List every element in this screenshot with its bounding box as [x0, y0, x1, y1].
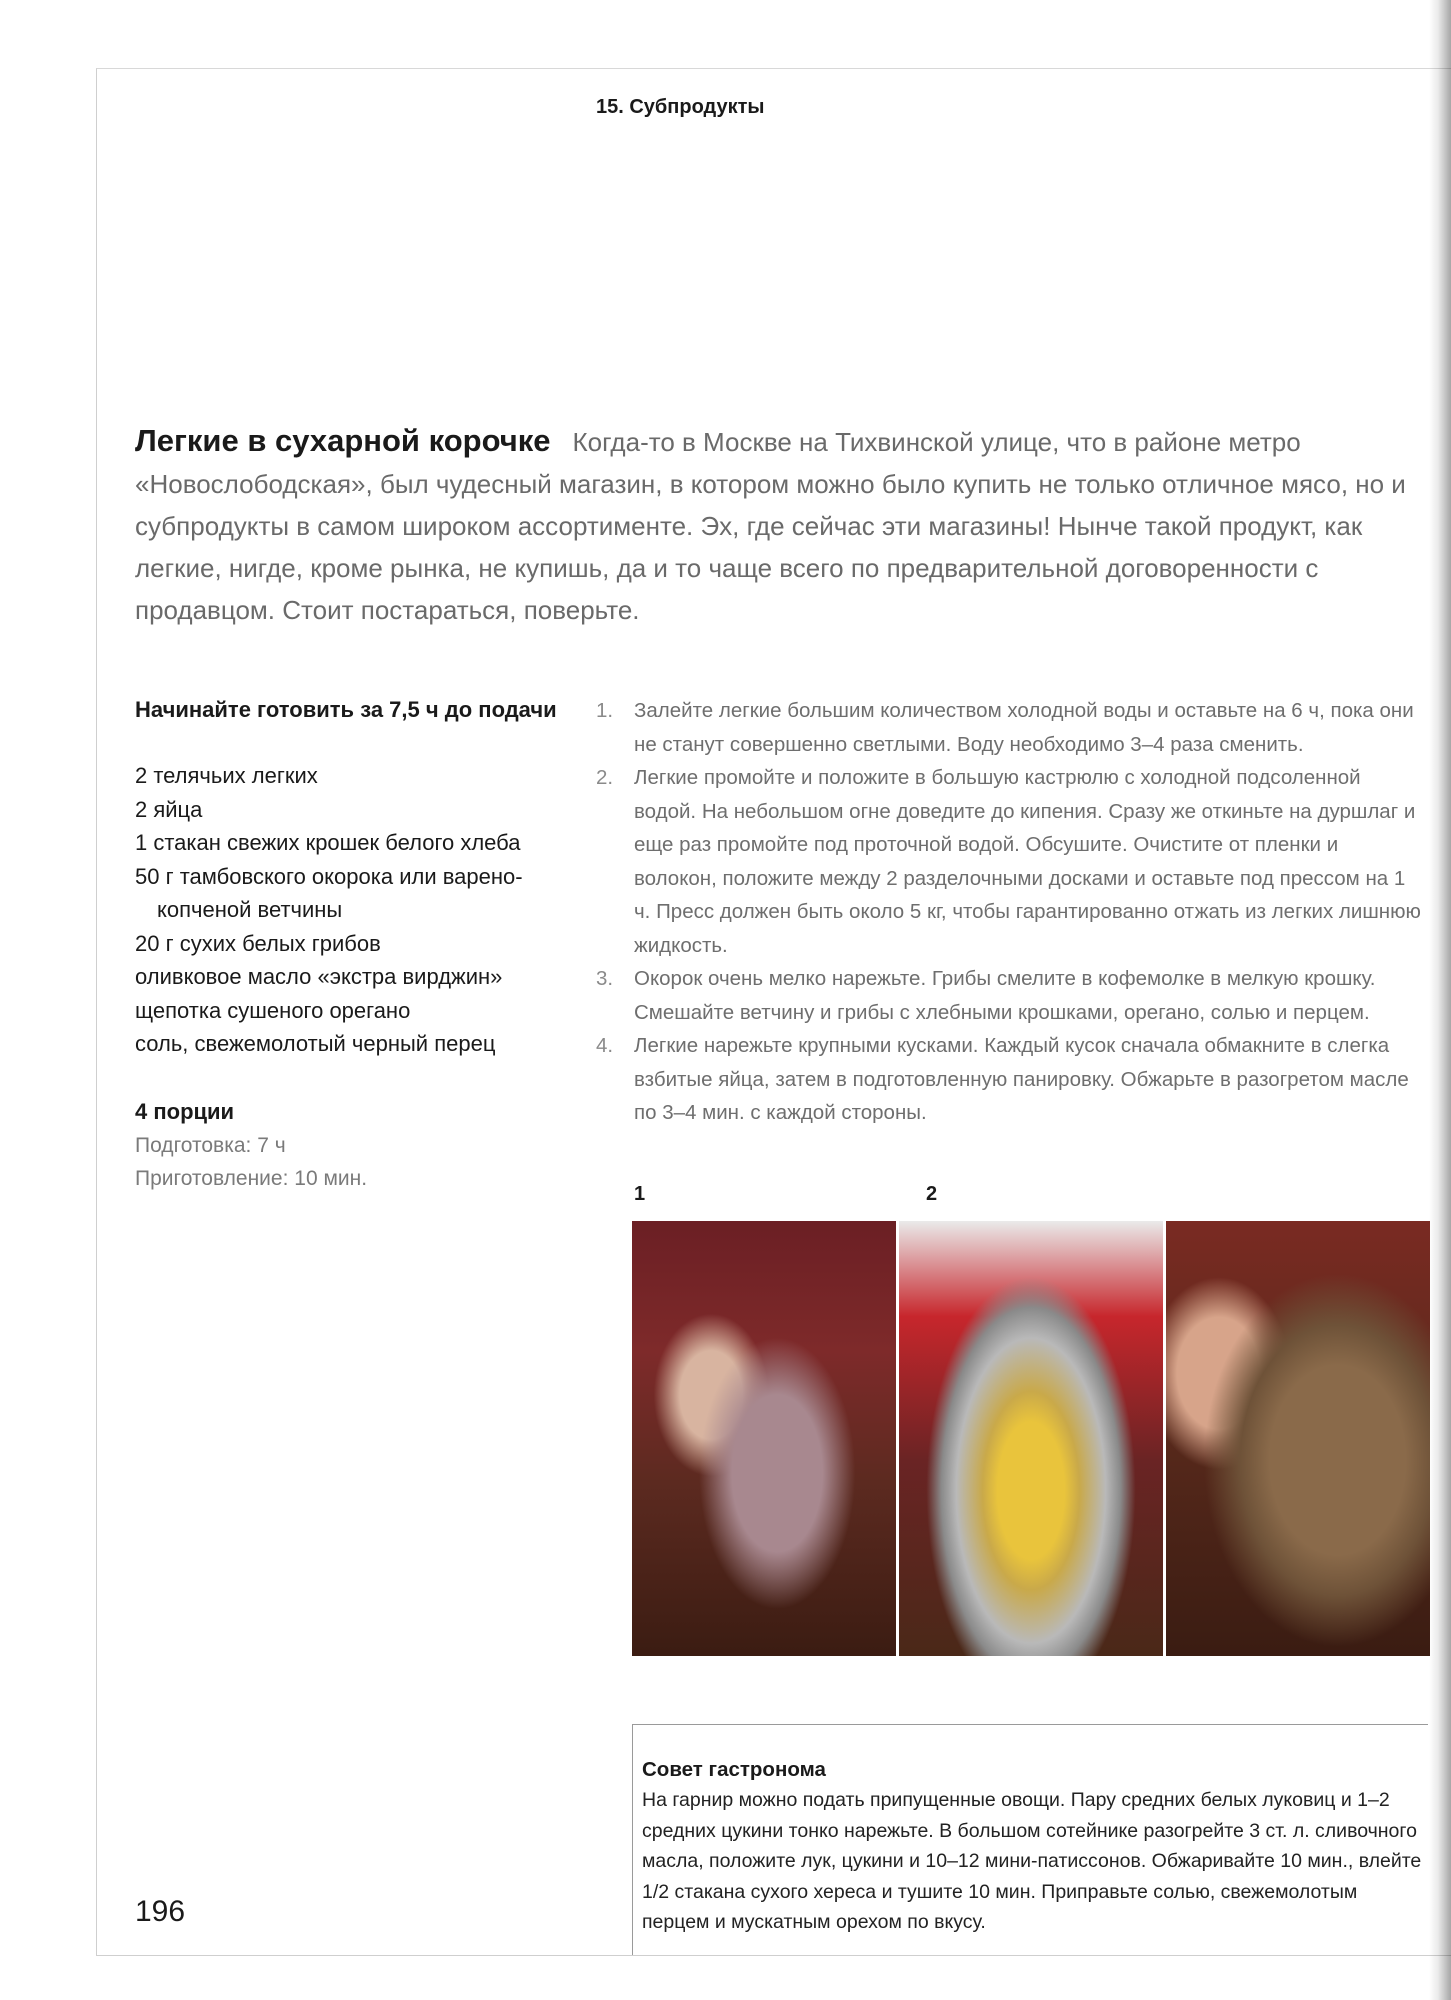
lead-time: Начинайте готовить за 7,5 ч до подачи [135, 697, 557, 722]
ingredient-item: 50 г тамбовского окорока или варено-копченой ветчины [135, 863, 523, 922]
step-text: Легкие промойте и положите в большую кастрюлю с холодной подсоленной водой. На небольшом огне доведите до кипения. Сразу же откиньте на дуршлаг и еще раз промойте под проточной водой. Обсушите. Очистите от пленки и волокон, положите между 2 разделочными досками и оставьте под прессом на 1 ч. Пресс должен быть около 5 кг, чтобы гарантированно отжать из легких лишнюю жидкость. [634, 766, 1421, 957]
ingredient-item: щепотка сушеного орегано [135, 997, 411, 1023]
photo-breading [1166, 1221, 1430, 1656]
photo-dipping-in-egg [899, 1221, 1163, 1656]
recipe-sidebar [135, 693, 575, 1195]
ingredient-list [135, 759, 575, 1061]
recipe-title: Легкие в сухарной корочке [135, 423, 551, 458]
step-item [590, 761, 1425, 962]
step-number: 3. [596, 967, 614, 990]
prep-time: Подготовка: 7 ч [135, 1133, 286, 1157]
tip-title: Совет гастронома [642, 1758, 826, 1781]
servings: 4 порции [135, 1098, 235, 1124]
ingredient-item: 2 телячьих легких [135, 763, 318, 788]
step-number: 1. [596, 699, 614, 722]
ingredient-item: 1 стакан свежих крошек белого хлеба [135, 830, 521, 855]
page-edge-shadow [1429, 0, 1451, 2000]
step-number: 4. [596, 1034, 614, 1057]
intro-text: Когда-то в Москве на Тихвинской улице, что в районе метро «Новослободская», был чудесный магазин, в котором можно было купить не только отличное мясо, но и субпродукты в самом широком ассортименте. Эх, где сейчас эти магазины! Нынче такой продукт, как легкие, нигде, кроме рынка, не купишь, да и то чаще всего по предварительной договоренности с продавцом. Стоит постараться, поверьте. [135, 427, 1406, 625]
step-item [590, 1029, 1425, 1130]
step-item [590, 962, 1425, 1029]
photo-cleaning-lungs [632, 1221, 896, 1656]
step-number: 2. [596, 766, 614, 789]
photo-strip [632, 1221, 1430, 1656]
ingredient-item: 2 яйца [135, 796, 203, 822]
ingredient-item: соль, свежемолотый черный перец [135, 1031, 496, 1056]
cook-time: Приготовление: 10 мин. [135, 1166, 368, 1190]
ingredient-item: 20 г сухих белых грибов [135, 930, 381, 956]
step-text: Окорок очень мелко нарежьте. Грибы смелите в кофемолке в мелкую крошку. Смешайте ветчину и грибы с хлебными крошками, орегано, солью и перцем. [634, 967, 1376, 1024]
photo-label-1: 1 [634, 1183, 646, 1205]
photo-label-2: 2 [926, 1183, 938, 1205]
step-item [590, 694, 1425, 761]
chapter-heading: 15. Субпродукты [596, 96, 765, 118]
ingredient-item: оливковое масло «экстра вирджин» [135, 964, 503, 989]
page-number: 196 [135, 1895, 186, 1928]
step-text: Легкие нарежьте крупными кусками. Каждый кусок сначала обмакните в слегка взбитые яйца, затем в подготовленную панировку. Обжарьте в разогретом масле по 3–4 мин. с каждой стороны. [634, 1034, 1409, 1124]
tip-text: На гарнир можно подать припущенные овощи. Пару средних белых луковиц и 1–2 средних цукини тонко нарежьте. В большом сотейнике разогрейте 3 ст. л. сливочного масла, положите лук, цукини и 10–12 мини-патиссонов. Обжаривайте 10 мин., влейте 1/2 стакана сухого хереса и тушите 10 мин. Приправьте солью, свежемолотым перцем и мускатным орехом по вкусу. [642, 1789, 1422, 1933]
recipe-intro [135, 420, 1425, 631]
times [135, 1129, 575, 1195]
step-list [590, 694, 1425, 1130]
step-text: Залейте легкие большим количеством холодной воды и оставьте на 6 ч, пока они не станут совершенно светлыми. Воду необходимо 3–4 раза сменить. [634, 699, 1414, 756]
tip-box [632, 1724, 1428, 1955]
